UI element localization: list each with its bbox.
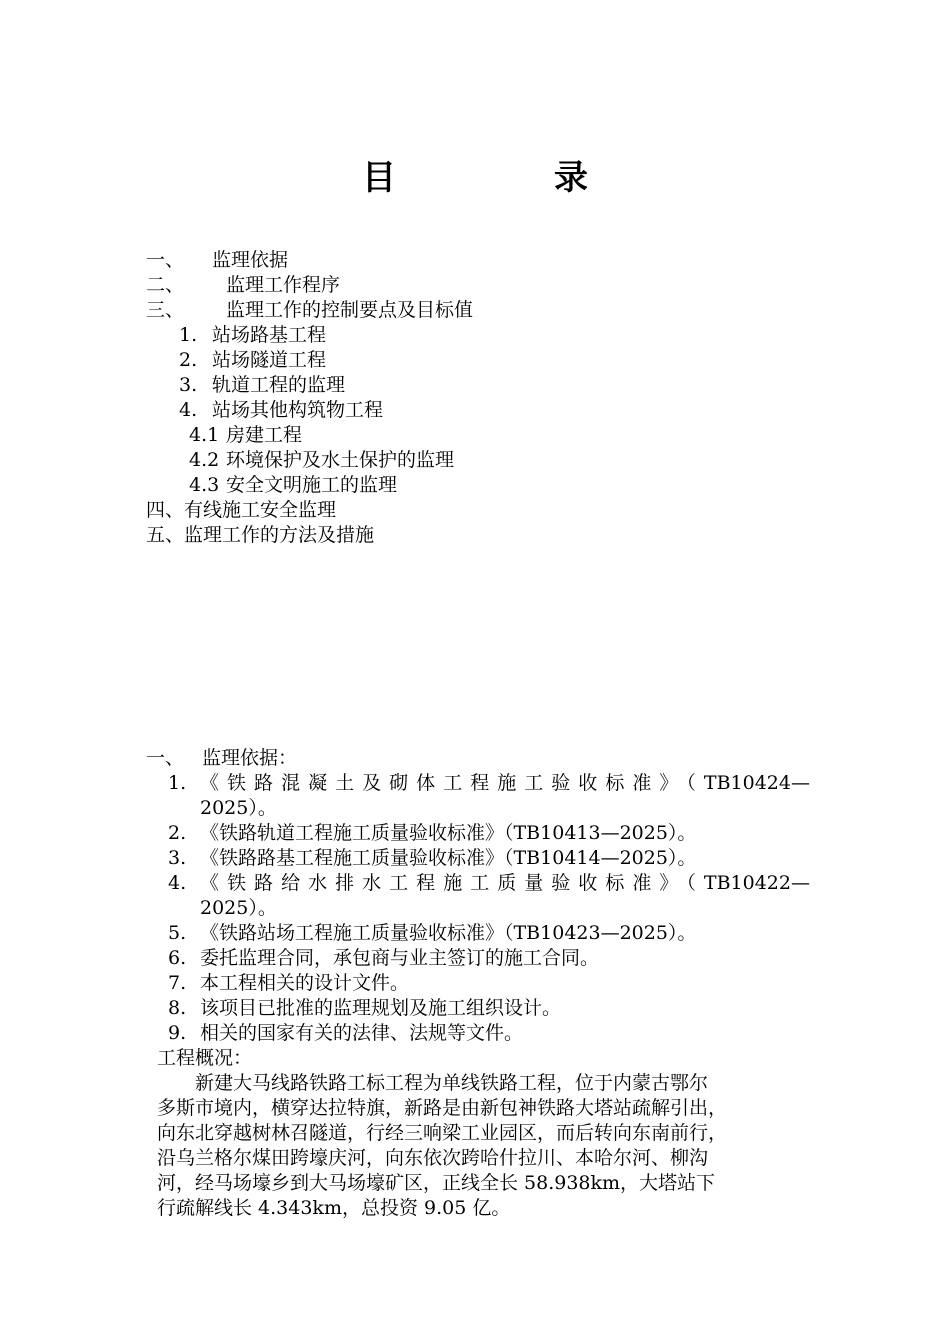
basis-item-4 [168, 871, 200, 896]
item-number: 8. [168, 997, 187, 1019]
toc-number: 五、 [146, 524, 185, 546]
toc-item-3-4-1[interactable] [189, 423, 302, 448]
item-number: 5. [168, 922, 187, 944]
toc-item-3-3[interactable] [179, 373, 345, 398]
basis-item-1-text-cont: 2025）。 [200, 797, 277, 819]
basis-item-9 [168, 1021, 523, 1046]
basis-item-5 [168, 921, 696, 946]
toc-number: 4. [179, 399, 198, 421]
section-heading [146, 746, 297, 771]
overview-line: 河，经马场壕乡到大马场壕矿区，正线全长 58.938km，大塔站下 [157, 1172, 716, 1194]
item-number: 6. [168, 947, 187, 969]
overview-line: 沿乌兰格尔煤田跨壕庆河，向东依次跨哈什拉川、本哈尔河、柳沟 [157, 1147, 709, 1169]
toc-item-3-2[interactable] [179, 348, 326, 373]
item-number: 4. [168, 872, 187, 894]
toc-number: 1. [179, 324, 198, 346]
toc-number: 2. [179, 349, 198, 371]
toc-label: 监理工作的方法及措施 [184, 524, 375, 546]
toc-item-4[interactable] [146, 498, 336, 523]
toc-label: 监理工作的控制要点及目标值 [226, 299, 474, 321]
basis-item-4-text-cont: 2025）。 [200, 897, 277, 919]
toc-label: 监理依据 [212, 249, 289, 271]
item-text: 《铁路轨道工程施工质量验收标准》（TB10413—2025）。 [200, 822, 697, 844]
basis-item-4-text: 《铁路给水排水工程施工质量验收标准》（TB10422— [200, 872, 810, 894]
toc-number: 二、 [146, 274, 185, 296]
toc-number: 4.1 [189, 424, 220, 446]
basis-item-1-text: 《铁路混凝土及砌体工程施工验收标准》（TB10424— [200, 772, 810, 794]
item-text: 委托监理合同，承包商与业主签订的施工合同。 [200, 947, 600, 969]
project-overview-paragraph [157, 1071, 821, 1221]
basis-item-7 [168, 971, 409, 996]
toc-number: 4.3 [189, 474, 220, 496]
toc-label: 安全文明施工的监理 [226, 474, 398, 496]
overview-line: 向东北穿越树林召隧道，行经三响梁工业园区，而后转向东南前行， [157, 1122, 728, 1144]
toc-label: 监理工作程序 [226, 274, 341, 296]
basis-item-8 [168, 996, 561, 1021]
toc-label: 站场其他构筑物工程 [212, 399, 384, 421]
toc-number: 3. [179, 374, 198, 396]
toc-item-2[interactable] [146, 273, 340, 298]
toc-number: 4.2 [189, 449, 220, 471]
toc-item-3-1[interactable] [179, 323, 326, 348]
toc-number: 三、 [146, 299, 185, 321]
item-number: 2. [168, 822, 187, 844]
toc-number: 一、 [146, 249, 185, 271]
basis-item-6 [168, 946, 599, 971]
item-text: 本工程相关的设计文件。 [200, 972, 410, 994]
toc-item-1[interactable] [146, 248, 288, 273]
toc-label: 站场路基工程 [212, 324, 327, 346]
toc-label: 房建工程 [226, 424, 303, 446]
item-text: 《铁路站场工程施工质量验收标准》（TB10423—2025）。 [200, 922, 697, 944]
toc-label: 有线施工安全监理 [184, 499, 337, 521]
item-number: 3. [168, 847, 187, 869]
overview-line: 新建大马线路铁路工标工程为单线铁路工程，位于内蒙古鄂尔 [157, 1072, 709, 1094]
toc-number: 四、 [146, 499, 185, 521]
page-title: 目 录 [362, 158, 650, 198]
section-heading-text: 监理依据： [202, 747, 298, 769]
toc-label: 环境保护及水土保护的监理 [226, 449, 455, 471]
toc-item-3-4-3[interactable] [189, 473, 397, 498]
item-text: 《铁路路基工程施工质量验收标准》（TB10414—2025）。 [200, 847, 697, 869]
section-number: 一、 [146, 747, 185, 769]
basis-item-2 [168, 821, 696, 846]
toc-item-3-4-2[interactable] [189, 448, 454, 473]
item-text: 相关的国家有关的法律、法规等文件。 [200, 1022, 524, 1044]
item-number: 7. [168, 972, 187, 994]
toc-item-3[interactable] [146, 298, 473, 323]
item-number: 9. [168, 1022, 187, 1044]
toc-label: 站场隧道工程 [212, 349, 327, 371]
basis-item-1 [168, 771, 200, 796]
basis-item-3 [168, 846, 696, 871]
item-number: 1. [168, 772, 187, 794]
toc-item-3-4[interactable] [179, 398, 383, 423]
overview-line: 多斯市境内，横穿达拉特旗，新路是由新包神铁路大塔站疏解引出， [157, 1097, 728, 1119]
overview-line: 行疏解线长 4.343km，总投资 9.05 亿。 [157, 1197, 511, 1219]
item-text: 该项目已批准的监理规划及施工组织设计。 [200, 997, 562, 1019]
toc-label: 轨道工程的监理 [212, 374, 346, 396]
toc-item-5[interactable] [146, 523, 374, 548]
overview-heading: 工程概况： [157, 1047, 253, 1069]
